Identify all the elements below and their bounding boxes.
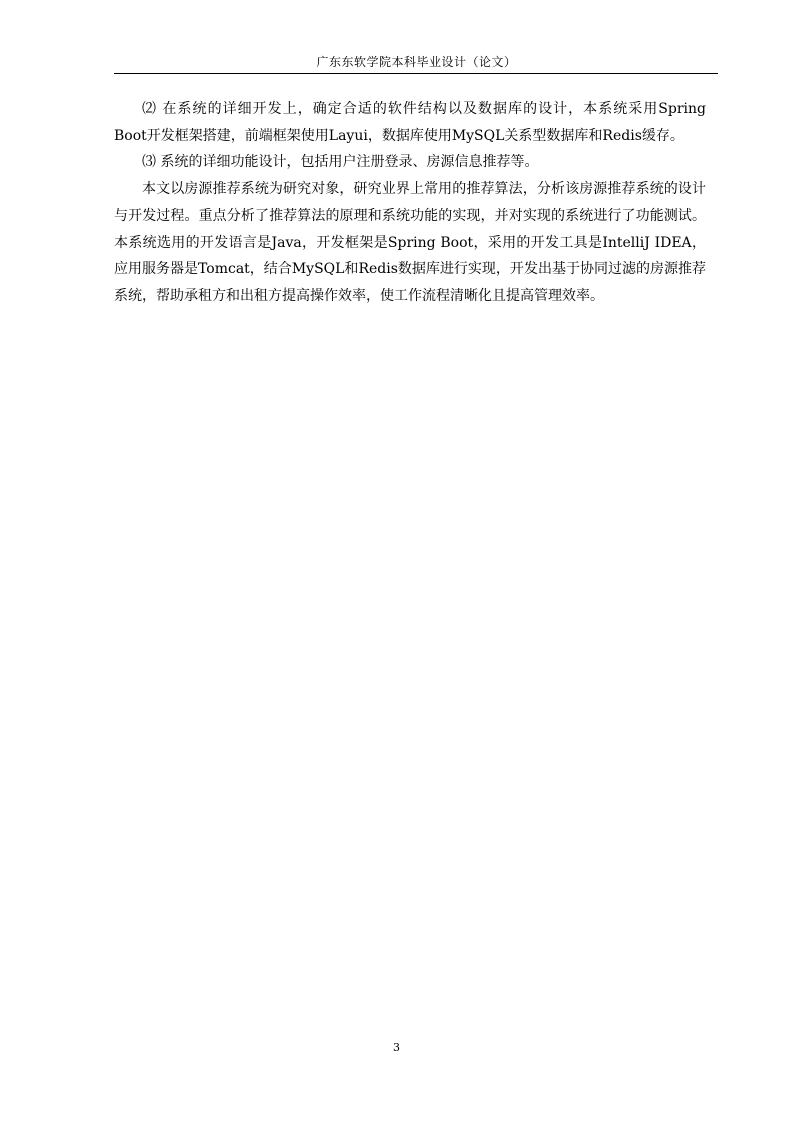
paragraph-item-3: ⑶ 系统的详细功能设计，包括用户注册登录、房源信息推荐等。 xyxy=(142,154,539,171)
page-header-title: 广东东软学院本科毕业设计（论文） xyxy=(316,55,517,69)
document-body xyxy=(114,96,706,310)
page-number: 3 xyxy=(393,1041,400,1054)
header-divider xyxy=(114,73,718,74)
paragraph-summary: 本文以房源推荐系统为研究对象，研究业界上常用的推荐算法，分析该房源推荐系统的设计与开发过程。重点分析了推荐算法的原理和系统功能的实现，并对实现的系统进行了功能测试。本系统选用的开发语言是Java，开发框架是Spring Boot，采用的开发工具是IntelliJ IDEA，应用服务器是Tomcat，结合MySQL和Redis数据库进行实现，开发出基于协同过滤的房源推荐系统，帮助承租方和出租方提高操作效率，使工作流程清晰化且提高管理效率。 xyxy=(114,181,706,304)
paragraph-item-2: ⑵ 在系统的详细开发上，确定合适的软件结构以及数据库的设计，本系统采用Spring Boot开发框架搭建，前端框架使用Layui，数据库使用MySQL关系型数据库和Redis缓存。 xyxy=(114,101,706,144)
